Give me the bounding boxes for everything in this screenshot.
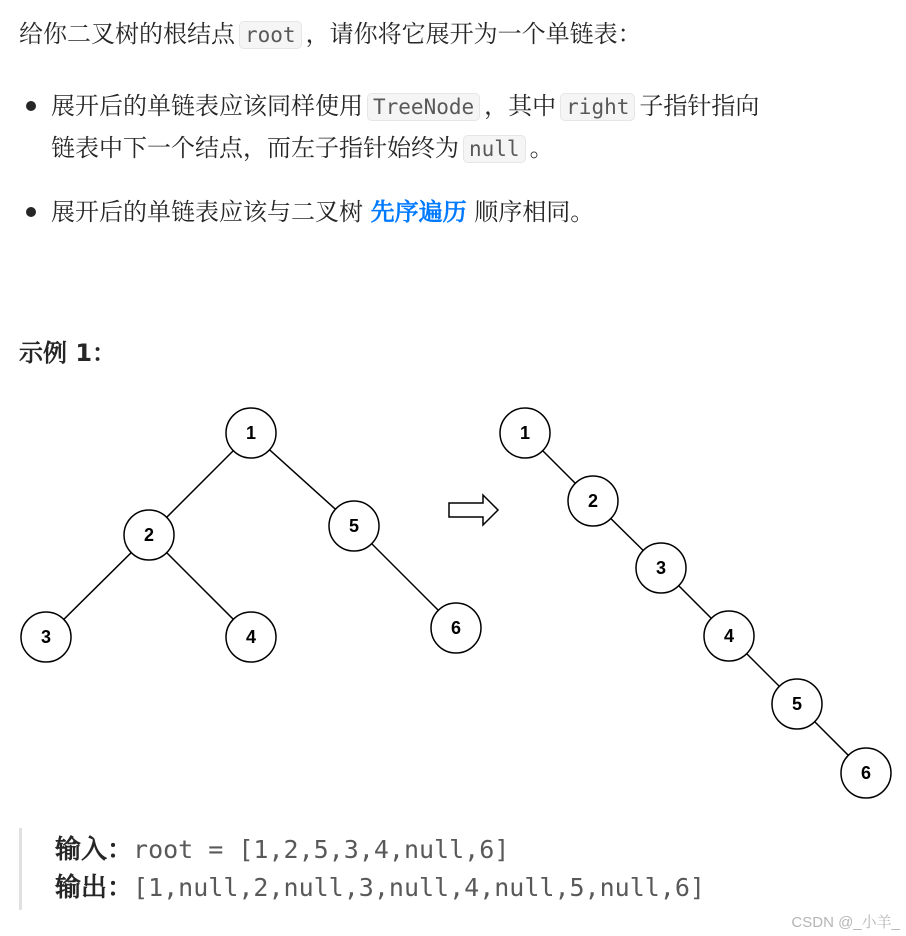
bullet-1-line-1 [51, 89, 759, 124]
code-right: right [560, 93, 635, 121]
bullet-1-line-2 [51, 131, 554, 166]
list-node-label-4: 4 [723, 626, 735, 646]
bullet-1-text-c: 子指针指向 [639, 92, 760, 120]
bullet-1-text-a: 展开后的单链表应该同样使用 [51, 92, 363, 120]
example-input-line [55, 832, 509, 868]
bullet-1-text-e: 。 [529, 134, 554, 162]
bullet-1-text-d: 链表中下一个结点，而左子指针始终为 [51, 134, 459, 162]
code-treenode: TreeNode [367, 93, 480, 121]
list-node-label-6: 6 [860, 763, 872, 783]
input-value: root = [1,2,5,3,4,null,6] [133, 835, 510, 864]
bullet-dot-1 [26, 101, 36, 111]
list-node-label-3: 3 [655, 558, 667, 578]
tree-node-label-4: 4 [245, 627, 257, 647]
list-node-label-5: 5 [791, 694, 803, 714]
bullet-2-text-b: 顺序相同。 [474, 198, 595, 226]
list-node-label-1: 1 [519, 423, 531, 443]
bullet-2-line [51, 195, 594, 229]
bullet-2-text-a: 展开后的单链表应该与二叉树 [51, 198, 363, 226]
example-output-line [55, 870, 705, 906]
tree-node-label-2: 2 [143, 525, 155, 545]
input-label: 输入： [55, 835, 134, 865]
code-root: root [239, 21, 302, 49]
list-node-label-2: 2 [587, 491, 599, 511]
code-null: null [463, 135, 526, 163]
transform-arrow-icon [449, 495, 498, 525]
intro-text-before: 给你二叉树的根结点 [19, 20, 235, 48]
tree-node-label-6: 6 [450, 618, 462, 638]
watermark: CSDN @_小羊_ [791, 914, 900, 931]
tree-node-label-5: 5 [348, 516, 360, 536]
output-label: 输出： [55, 873, 134, 903]
bullet-dot-2 [26, 207, 36, 217]
tree-flatten-diagram [0, 395, 906, 805]
output-value: [1,null,2,null,3,null,4,null,5,null,6] [133, 873, 705, 902]
intro-text [19, 17, 642, 52]
intro-text-after: ，请你将它展开为一个单链表： [305, 20, 642, 48]
preorder-link[interactable]: 先序遍历 [370, 198, 467, 226]
example-block [19, 828, 882, 910]
example-heading: 示例 1： [19, 339, 117, 367]
tree-node-label-1: 1 [245, 423, 257, 443]
tree-node-label-3: 3 [40, 627, 52, 647]
bullet-1-text-b: ，其中 [484, 92, 557, 120]
